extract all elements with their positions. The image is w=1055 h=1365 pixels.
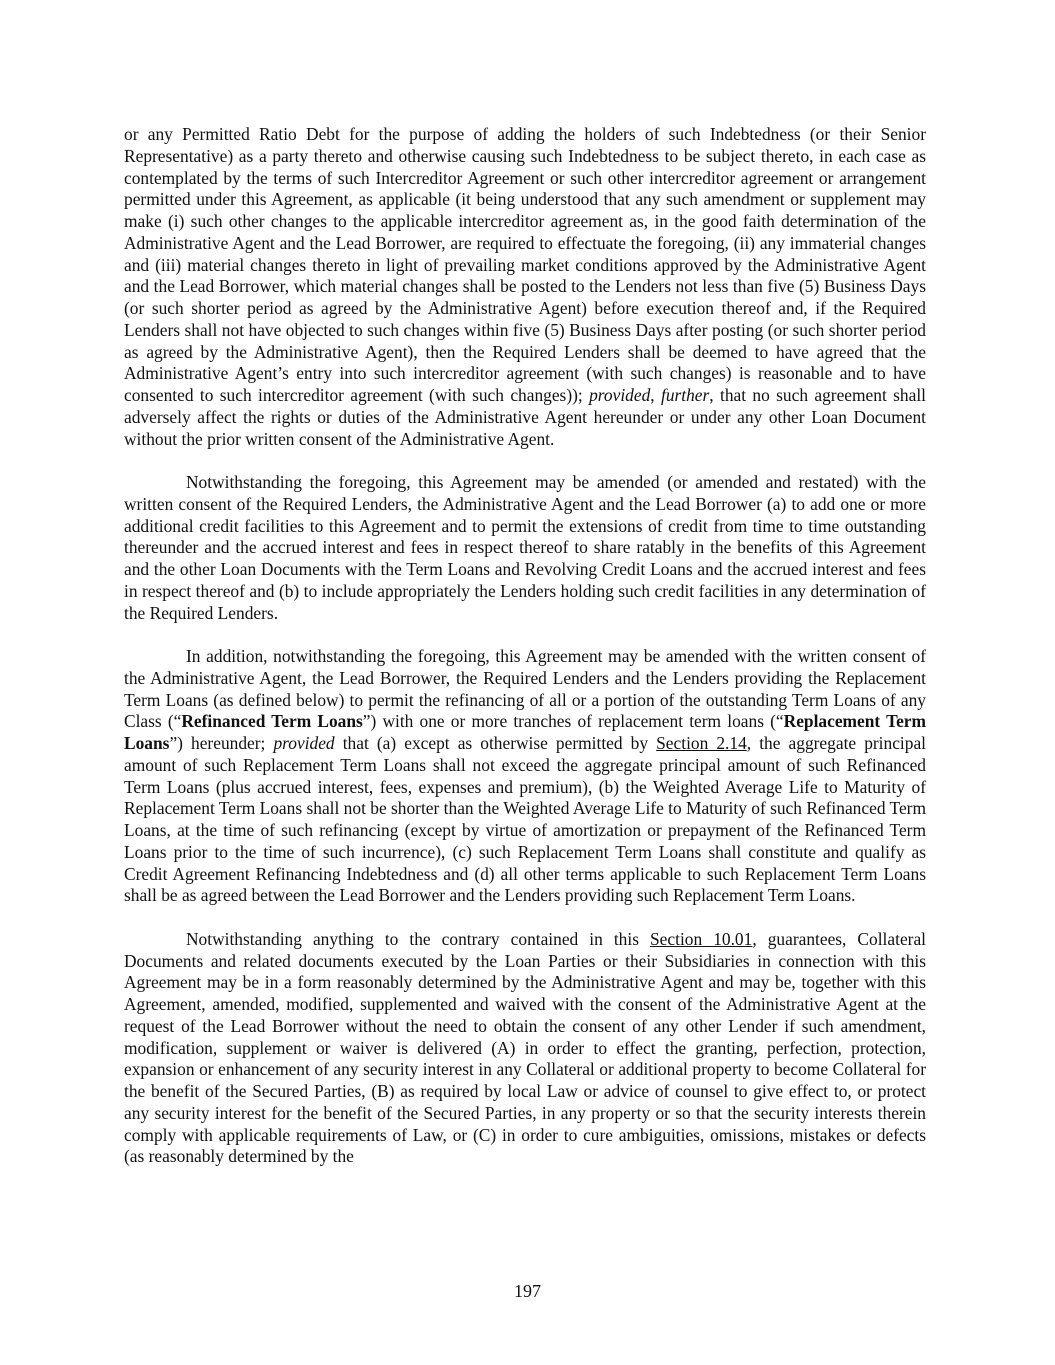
paragraph-additional-credit-facilities [124,472,926,624]
p3-text-2: ”) with one or more tranches of replacement term loans (“ [362,711,784,732]
section-2-14-reference: Section 2.14 [656,733,747,753]
p3-replacement-term-loans-bold: Replacement Term Loans [124,711,926,753]
p3-text-5: , the aggregate principal amount of such Replacement Term Loans shall not exceed the aggregate principal amount of such Refinanced Term Loans (plus accrued interest, fees, expenses and premium), (b) the Weighted Average Life to Maturity of Replacement Term Loans shall not be shorter than the Weighted Average Life to Maturity of such Refinanced Term Loans, at the time of such refinancing (except by virtue of amortization or prepayment of the Refinanced Term Loans prior to the time of such incurrence), (c) such Replacement Term Loans shall constitute and qualify as Credit Agreement Refinancing Indebtedness and (d) all other terms applicable to such Replacement Term Loans shall be as agreed between the Lead Borrower and the Lenders providing such Replacement Term Loans. [124,733,927,906]
paragraph-replacement-term-loans [124,646,926,907]
p1-provided-italic: provided [589,385,651,405]
p3-text-4: that (a) except as otherwise permitted by [334,733,657,753]
p3-text-3: ”) hereunder; [169,733,274,753]
p1-text-2: , [650,385,661,405]
document-body [124,124,926,1168]
p3-text-1: In addition, notwithstanding the foregoing, this Agreement may be amended with the written consent of the Administrative Agent, the Lead Borrower, the Required Lenders and the Lenders providing the Replacement Term Loans (as defined below) to permit the refinancing of all or a portion of the outstanding Term Loans of any Class (“ [124,646,926,732]
p3-provided-italic: provided [273,733,335,753]
paragraph-collateral-documents [124,929,926,1168]
p4-text-1: Notwithstanding anything to the contrary contained in this [186,928,650,949]
p2-text: Notwithstanding the foregoing, this Agreement may be amended (or amended and restated) with the written consent of the Required Lenders, the Administrative Agent and the Lead Borrower (a) to add one or more additional credit facilities to this Agreement and to permit the extensions of credit from time to time outstanding thereunder and the accrued interest and fees in respect thereof to share ratably in the benefits of this Agreement and the other Loan Documents with the Term Loans and Revolving Credit Loans and the accrued interest and fees in respect thereof and (b) to include appropriately the Lenders holding such credit facilities in any determination of the Required Lenders. [124,472,926,623]
p3-refinanced-term-loans-bold: Refinanced Term Loans [181,711,363,732]
p4-text-2: , guarantees, Collateral Documents and related documents executed by the Loan Parties or their Subsidiaries in connection with this Agreement may be in a form reasonably determined by the Administrative Agent and may be, together with this Agreement, amended, modified, supplemented and waived with the consent of the Administrative Agent at the request of the Lead Borrower without the need to obtain the consent of any other Lender if such amendment, modification, supplement or waiver is delivered (A) in order to effect the granting, perfection, protection, expansion or enhancement of any security interest in any Collateral or additional property to become Collateral for the benefit of the Secured Parties, (B) as required by local Law or advice of counsel to give effect to, or protect any security interest for the benefit of the Secured Parties, in any property or so that the security interests therein comply with applicable requirements of Law, or (C) in order to cure ambiguities, omissions, mistakes or defects (as reasonably determined by the [124,928,927,1167]
paragraph-intercreditor-continuation [124,124,926,450]
p1-text-3: , that no such agreement shall adversely affect the rights or duties of the Administrative Agent hereunder or under any other Loan Document without the prior written consent of the Administrative Agent. [124,385,926,449]
p1-further-italic: further [660,385,710,405]
page-number: 197 [514,1281,541,1301]
p1-text-1: or any Permitted Ratio Debt for the purpose of adding the holders of such Indebtedness (or their Senior Representative) as a party thereto and otherwise causing such Indebtedness to be subject thereto, in each case as contemplated by the terms of such Intercreditor Agreement or such other intercreditor agreement or arrangement permitted under this Agreement, as applicable (it being understood that any such amendment or supplement may make (i) such other changes to the applicable intercreditor agreement as, in the good faith determination of the Administrative Agent and the Lead Borrower, are required to effectuate the foregoing, (ii) any immaterial changes and (iii) material changes thereto in light of prevailing market conditions approved by the Administrative Agent and the Lead Borrower, which material changes shall be posted to the Lenders not less than five (5) Business Days (or such shorter period as agreed by the Administrative Agent) before execution thereof and, if the Required Lenders shall not have objected to such changes within five (5) Business Days after posting (or such shorter period as agreed by the Administrative Agent), then the Required Lenders shall be deemed to have agreed that the Administrative Agent’s entry into such intercreditor agreement (with such changes) is reasonable and to have consented to such intercreditor agreement (with such changes)); [124,124,926,405]
section-10-01-reference: Section 10.01 [650,928,753,949]
